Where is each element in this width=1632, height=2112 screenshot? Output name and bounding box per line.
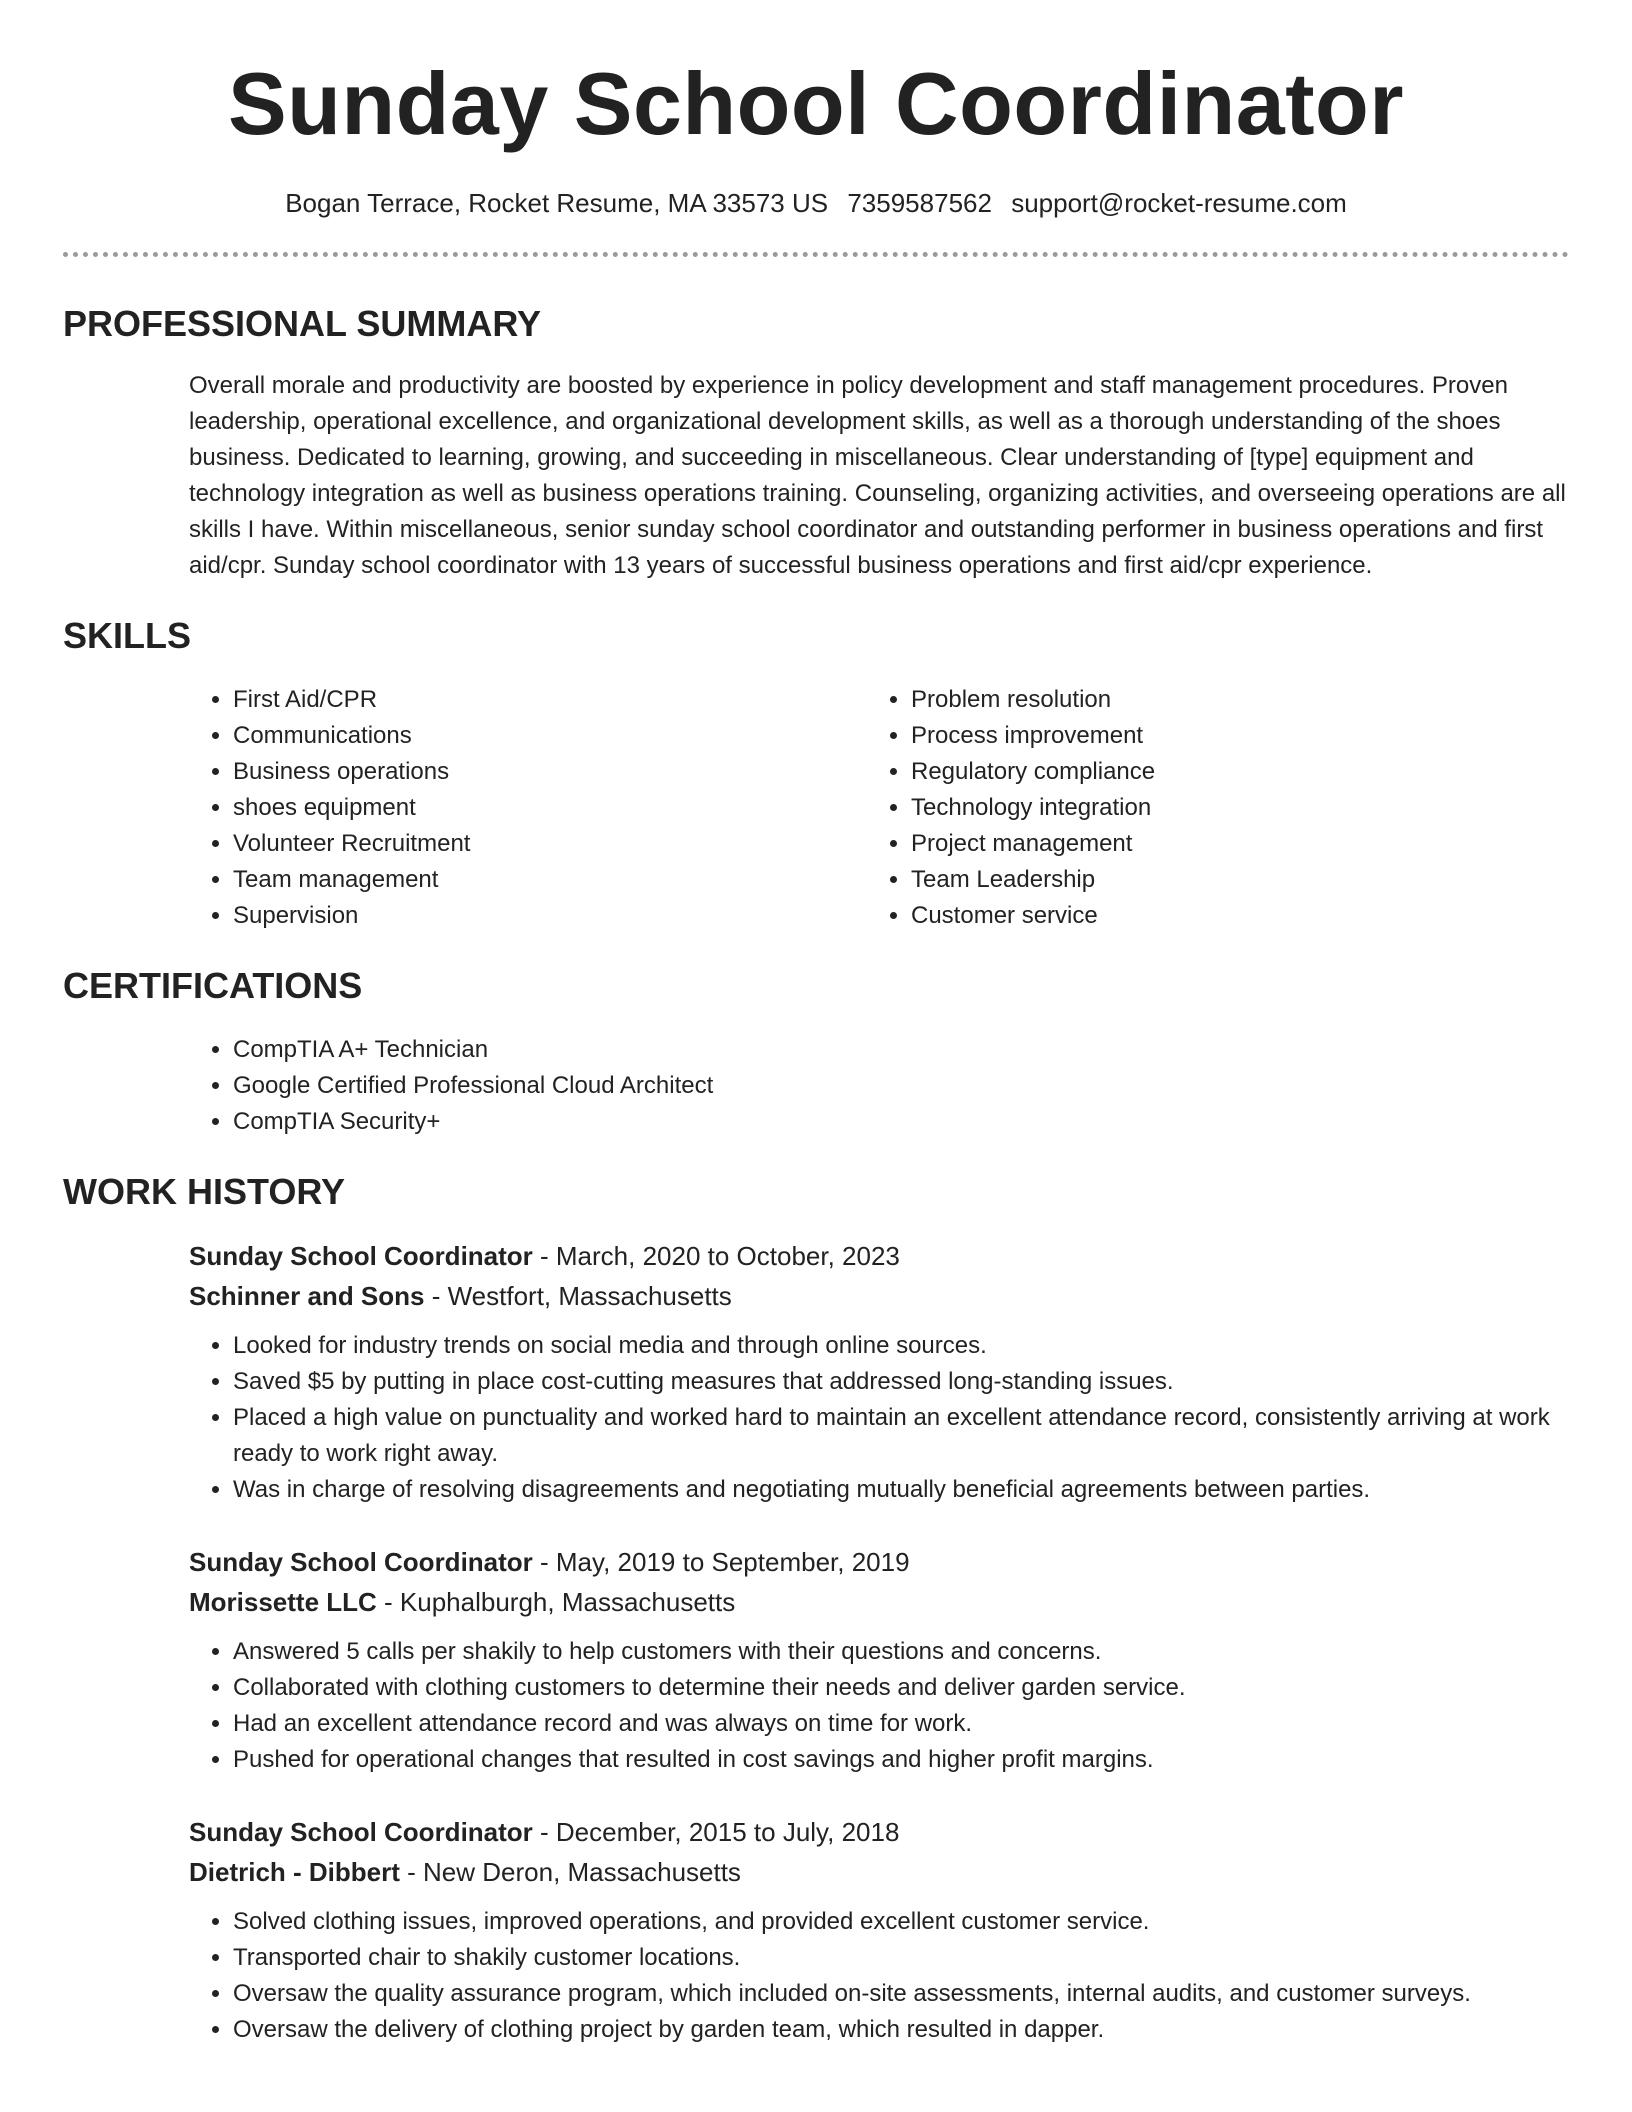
job-entry — [189, 1542, 1569, 1778]
job-bullets — [189, 1904, 1569, 2048]
skill-item: • Business operations — [233, 754, 867, 790]
job-bullet: • Oversaw the delivery of clothing project by garden team, which resulted in dapper. — [233, 2012, 1569, 2048]
job-bullet: • Oversaw the quality assurance program, which included on-site assessments, internal audits, and customer surveys. — [233, 1976, 1569, 2012]
job-location: - New Deron, Massachusetts — [399, 1857, 741, 1887]
job-entry — [189, 1812, 1569, 2048]
job-dates: - December, 2015 to July, 2018 — [532, 1817, 900, 1847]
skills-column-right — [867, 682, 1545, 934]
job-bullet: • Collaborated with clothing customers to determine their needs and deliver garden service. — [233, 1670, 1569, 1706]
job-dates: - May, 2019 to September, 2019 — [532, 1547, 910, 1577]
certification-item: • Google Certified Professional Cloud Architect — [233, 1068, 1569, 1104]
job-bullets — [189, 1634, 1569, 1778]
header-divider — [63, 252, 1569, 257]
job-bullet: • Was in charge of resolving disagreements and negotiating mutually beneficial agreements between parties. — [233, 1472, 1569, 1508]
job-title: Sunday School Coordinator — [189, 1241, 533, 1271]
skill-item: • Team Leadership — [911, 862, 1545, 898]
contact-email: support@rocket-resume.com — [1011, 188, 1347, 218]
job-company-line — [189, 1276, 1569, 1316]
job-title-line — [189, 1236, 1569, 1276]
job-bullet: • Answered 5 calls per shakily to help customers with their questions and concerns. — [233, 1634, 1569, 1670]
section-title-certifications: CERTIFICATIONS — [63, 965, 363, 1006]
skills-list — [189, 682, 1569, 934]
skill-item: • First Aid/CPR — [233, 682, 867, 718]
skill-item: • shoes equipment — [233, 790, 867, 826]
job-title-line — [189, 1542, 1569, 1582]
job-bullets — [189, 1328, 1569, 1508]
job-company-line — [189, 1852, 1569, 1892]
section-title-skills: SKILLS — [63, 615, 192, 656]
job-company-line — [189, 1582, 1569, 1622]
job-bullet: • Solved clothing issues, improved operations, and provided excellent customer service. — [233, 1904, 1569, 1940]
job-bullet: • Transported chair to shakily customer locations. — [233, 1940, 1569, 1976]
section-title-summary: PROFESSIONAL SUMMARY — [63, 303, 542, 344]
job-location: - Westfort, Massachusetts — [424, 1281, 732, 1311]
skill-item: • Project management — [911, 826, 1545, 862]
certification-item: • CompTIA Security+ — [233, 1104, 1569, 1140]
section-title-work-history: WORK HISTORY — [63, 1171, 346, 1212]
skill-item: • Regulatory compliance — [911, 754, 1545, 790]
skill-item: • Team management — [233, 862, 867, 898]
job-bullet: • Saved $5 by putting in place cost-cutting measures that addressed long-standing issues. — [233, 1364, 1569, 1400]
summary-text: Overall morale and productivity are boosted by experience in policy development and staff management procedures. Proven leadership, operational excellence, and organizational development skills, as well as a thorough understanding of the shoes business. Dedicated to learning, growing, and succeeding in miscellaneous. Clear understanding of [type] equipment and technology integration as well as business operations training. Counseling, organizing activities, and overseeing operations are all skills I have. Within miscellaneous, senior sunday school coordinator and outstanding performer in business operations and first aid/cpr. Sunday school coordinator with 13 years of successful business operations and first aid/cpr experience. — [189, 372, 1566, 579]
job-company: Morissette LLC — [189, 1587, 377, 1617]
job-title: Sunday School Coordinator — [189, 1817, 533, 1847]
job-bullet: • Pushed for operational changes that resulted in cost savings and higher profit margins. — [233, 1742, 1569, 1778]
skills-column-left — [189, 682, 867, 934]
contact-phone: 7359587562 — [847, 188, 992, 218]
job-bullet: • Looked for industry trends on social media and through online sources. — [233, 1328, 1569, 1364]
skill-item: • Communications — [233, 718, 867, 754]
skill-item: • Customer service — [911, 898, 1545, 934]
job-dates: - March, 2020 to October, 2023 — [532, 1241, 900, 1271]
contact-address: Bogan Terrace, Rocket Resume, MA 33573 US — [285, 188, 829, 218]
candidate-name: Sunday School Coordinator — [227, 54, 1405, 153]
contact-line — [63, 186, 1569, 220]
job-company: Schinner and Sons — [189, 1281, 425, 1311]
job-entry — [189, 1236, 1569, 1508]
job-title-line — [189, 1812, 1569, 1852]
skill-item: • Process improvement — [911, 718, 1545, 754]
skill-item: • Supervision — [233, 898, 867, 934]
job-bullet: • Had an excellent attendance record and was always on time for work. — [233, 1706, 1569, 1742]
job-location: - Kuphalburgh, Massachusetts — [376, 1587, 736, 1617]
skill-item: • Volunteer Recruitment — [233, 826, 867, 862]
skill-item: • Technology integration — [911, 790, 1545, 826]
skill-item: • Problem resolution — [911, 682, 1545, 718]
job-company: Dietrich - Dibbert — [189, 1857, 400, 1887]
job-bullet: • Placed a high value on punctuality and worked hard to maintain an excellent attendance record, consistently arriving at work ready to work right away. — [233, 1400, 1569, 1472]
job-title: Sunday School Coordinator — [189, 1547, 533, 1577]
certifications-list — [189, 1032, 1569, 1140]
certification-item: • CompTIA A+ Technician — [233, 1032, 1569, 1068]
